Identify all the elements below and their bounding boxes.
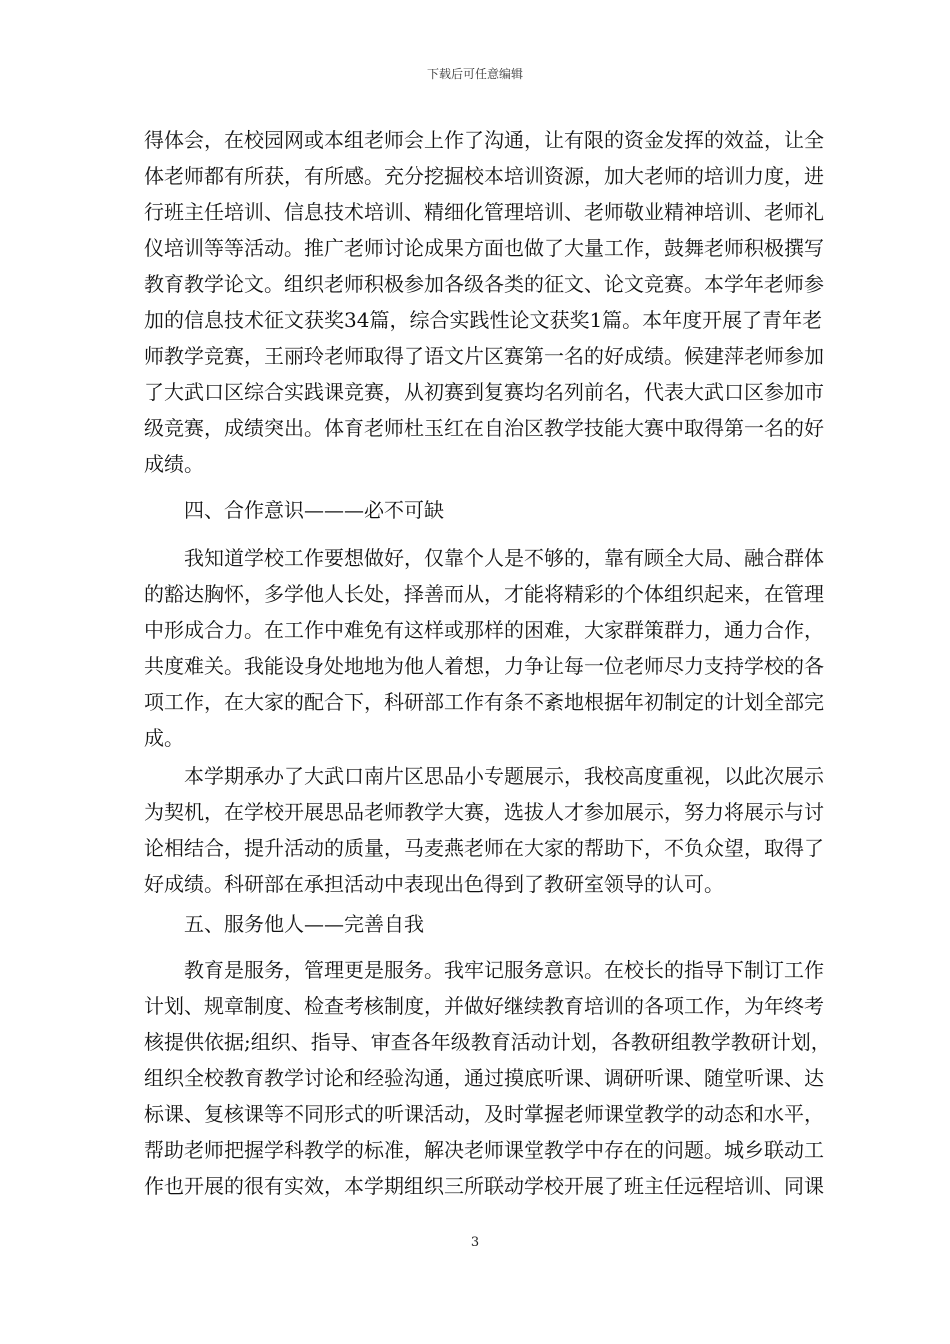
text-line: 行班主任培训、信息技术培训、精细化管理培训、老师敬业精神培训、老师礼 (144, 200, 824, 224)
page-number: 3 (470, 1235, 480, 1250)
page-header: 下载后可任意编辑 (426, 67, 523, 81)
text-line: 的豁达胸怀，多学他人长处，择善而从，才能将精彩的个体组织起来，在管理 (144, 582, 824, 606)
text-line: 标课、复核课等不同形式的听课活动，及时掌握老师课堂教学的动态和水平， (144, 1102, 824, 1126)
text-line: 了大武口区综合实践课竞赛，从初赛到复赛均名列前名，代表大武口区参加市 (144, 380, 824, 404)
text-line: 加的信息技术征文获奖34篇，综合实践性论文获奖1篇。本年度开展了青年老 (144, 308, 823, 332)
text-line: 为契机，在学校开展思品老师教学大赛，选拔人才参加展示，努力将展示与讨 (144, 800, 824, 824)
text-line: 作也开展的很有实效，本学期组织三所联动学校开展了班主任远程培训、同课 (144, 1174, 824, 1198)
text-line: 组织全校教育教学讨论和经验沟通，通过摸底听课、调研听课、随堂听课、达 (144, 1066, 824, 1090)
text-line: 计划、规章制度、检查考核制度，并做好继续教育培训的各项工作，为年终考 (144, 994, 824, 1018)
text-line: 成绩。 (144, 452, 204, 476)
section-heading: 五、服务他人——完善自我 (184, 912, 424, 936)
section-heading: 四、合作意识———必不可缺 (184, 498, 444, 522)
text-line: 好成绩。科研部在承担活动中表现出色得到了教研室领导的认可。 (144, 872, 724, 896)
text-line: 帮助老师把握学科教学的标准，解决老师课堂教学中存在的问题。城乡联动工 (144, 1138, 824, 1162)
text-line: 核提供依据;组织、指导、审查各年级教育活动计划，各教研组教学教研计划， (144, 1030, 831, 1054)
text-line: 项工作，在大家的配合下，科研部工作有条不紊地根据年初制定的计划全部完 (144, 690, 824, 714)
text-line: 教育教学论文。组织老师积极参加各级各类的征文、论文竞赛。本学年老师参 (144, 272, 824, 296)
text-line: 共度难关。我能设身处地地为他人着想，力争让每一位老师尽力支持学校的各 (144, 654, 824, 678)
text-line: 成。 (144, 726, 184, 750)
text-line: 得体会，在校园网或本组老师会上作了沟通，让有限的资金发挥的效益，让全 (144, 128, 824, 152)
text-line: 级竞赛，成绩突出。体育老师杜玉红在自治区教学技能大赛中取得第一名的好 (144, 416, 824, 440)
text-line: 教育是服务，管理更是服务。我牢记服务意识。在校长的指导下制订工作 (184, 958, 824, 982)
text-line: 体老师都有所获，有所感。充分挖掘校本培训资源，加大老师的培训力度，进 (144, 164, 824, 188)
text-line: 论相结合，提升活动的质量，马麦燕老师在大家的帮助下，不负众望，取得了 (144, 836, 824, 860)
text-line: 我知道学校工作要想做好，仅靠个人是不够的，靠有顾全大局、融合群体 (184, 546, 824, 570)
text-line: 仪培训等等活动。推广老师讨论成果方面也做了大量工作，鼓舞老师积极撰写 (144, 236, 824, 260)
text-line: 本学期承办了大武口南片区思品小专题展示，我校高度重视，以此次展示 (184, 764, 824, 788)
text-line: 中形成合力。在工作中难免有这样或那样的困难，大家群策群力，通力合作， (144, 618, 824, 642)
text-line: 师教学竞赛，王丽玲老师取得了语文片区赛第一名的好成绩。候建萍老师参加 (144, 344, 824, 368)
